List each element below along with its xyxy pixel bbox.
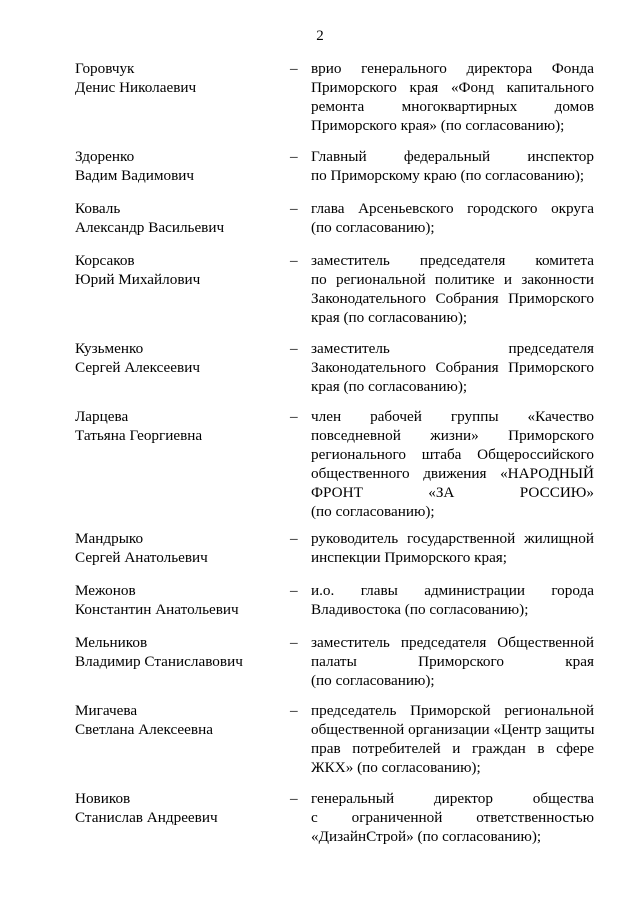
member-position	[311, 581, 594, 619]
entry-dash: –	[290, 340, 298, 357]
position-line: председатель Приморской региональной	[311, 702, 594, 719]
member-name	[75, 529, 275, 567]
member-surname: Мигачева	[75, 702, 138, 719]
page-number: 2	[316, 28, 324, 44]
position-line: заместитель председателя комитета	[311, 252, 594, 269]
member-name	[75, 339, 275, 377]
position-line: инспекции Приморского края;	[311, 549, 508, 566]
member-given-names: Владимир Станиславович	[75, 653, 243, 670]
member-name	[75, 59, 275, 97]
member-position	[311, 633, 594, 690]
member-name	[75, 633, 275, 671]
member-surname: Новиков	[75, 790, 131, 807]
member-given-names: Сергей Анатольевич	[75, 549, 208, 566]
position-line: врио генерального директора Фонда	[311, 60, 594, 77]
position-line: Законодательного Собрания Приморского	[311, 359, 594, 376]
member-given-names: Константин Анатольевич	[75, 601, 239, 618]
position-line: повседневной жизни» Приморского	[311, 427, 594, 444]
entry-dash: –	[290, 702, 298, 719]
position-line: заместитель председателя	[311, 340, 594, 357]
position-line: (по согласованию);	[311, 219, 435, 236]
member-name	[75, 147, 275, 185]
position-line: регионального штаба Общероссийского	[311, 446, 594, 463]
position-line: с ограниченной ответственностью	[311, 809, 594, 826]
member-given-names: Татьяна Георгиевна	[75, 427, 203, 444]
position-line: Приморского края» (по согласованию);	[311, 117, 565, 134]
member-given-names: Александр Васильевич	[75, 219, 225, 236]
member-position	[311, 199, 594, 237]
member-surname: Горовчук	[75, 60, 135, 77]
position-line: по Приморскому краю (по согласованию);	[311, 167, 585, 184]
member-surname: Мандрыко	[75, 530, 144, 547]
member-name	[75, 789, 275, 827]
entry-dash: –	[290, 634, 298, 651]
position-line: глава Арсеньевского городского округа	[311, 200, 594, 217]
position-line: член рабочей группы «Качество	[311, 408, 594, 425]
position-line: общественной организации «Центр защиты	[311, 721, 595, 738]
member-name	[75, 199, 275, 237]
entry-dash: –	[290, 530, 298, 547]
member-position	[311, 789, 594, 846]
member-given-names: Сергей Алексеевич	[75, 359, 200, 376]
position-line: «ДизайнСтрой» (по согласованию);	[311, 828, 542, 845]
member-given-names: Вадим Вадимович	[75, 167, 195, 184]
position-line: Владивостока (по согласованию);	[311, 601, 529, 618]
position-line: прав потребителей и граждан в сфере	[311, 740, 594, 757]
position-line: края (по согласованию);	[311, 378, 468, 395]
position-line: и.о. главы администрации города	[311, 582, 594, 599]
member-name	[75, 701, 275, 739]
member-given-names: Юрий Михайлович	[75, 271, 201, 288]
entry-dash: –	[290, 790, 298, 807]
member-position	[311, 147, 594, 185]
member-position	[311, 701, 594, 777]
entry-dash: –	[290, 148, 298, 165]
member-position	[311, 339, 594, 396]
position-line: ЖКХ» (по согласованию);	[311, 759, 481, 776]
entry-dash: –	[290, 60, 298, 77]
entry-dash: –	[290, 582, 298, 599]
member-surname: Межонов	[75, 582, 136, 599]
position-line: генеральный директор общества	[311, 790, 594, 807]
member-surname: Здоренко	[75, 148, 135, 165]
entry-dash: –	[290, 408, 298, 425]
member-given-names: Станислав Андреевич	[75, 809, 218, 826]
member-surname: Корсаков	[75, 252, 135, 269]
position-line: общественного движения «НАРОДНЫЙ	[311, 465, 594, 482]
position-line: Главный федеральный инспектор	[311, 148, 594, 165]
member-position	[311, 407, 594, 521]
entry-dash: –	[290, 252, 298, 269]
entry-dash: –	[290, 200, 298, 217]
member-given-names: Денис Николаевич	[75, 79, 197, 96]
member-name	[75, 581, 275, 619]
member-position	[311, 59, 594, 135]
member-given-names: Светлана Алексеевна	[75, 721, 213, 738]
position-line: (по согласованию);	[311, 503, 435, 520]
member-position	[311, 251, 594, 327]
member-name	[75, 407, 275, 445]
position-line: края (по согласованию);	[311, 309, 468, 326]
member-position	[311, 529, 594, 567]
position-line: ремонта многоквартирных домов	[311, 98, 594, 115]
position-line: палаты Приморского края	[311, 653, 594, 670]
position-line: ФРОНТ «ЗА РОССИЮ»	[311, 484, 594, 501]
member-surname: Коваль	[75, 200, 121, 217]
position-line: Приморского края «Фонд капитального	[311, 79, 594, 96]
member-name	[75, 251, 275, 289]
member-surname: Кузьменко	[75, 340, 144, 357]
position-line: Законодательного Собрания Приморского	[311, 290, 594, 307]
position-line: (по согласованию);	[311, 672, 435, 689]
member-surname: Ларцева	[75, 408, 129, 425]
position-line: руководитель государственной жилищной	[311, 530, 594, 547]
member-surname: Мельников	[75, 634, 148, 651]
position-line: по региональной политике и законности	[311, 271, 594, 288]
position-line: заместитель председателя Общественной	[311, 634, 594, 651]
